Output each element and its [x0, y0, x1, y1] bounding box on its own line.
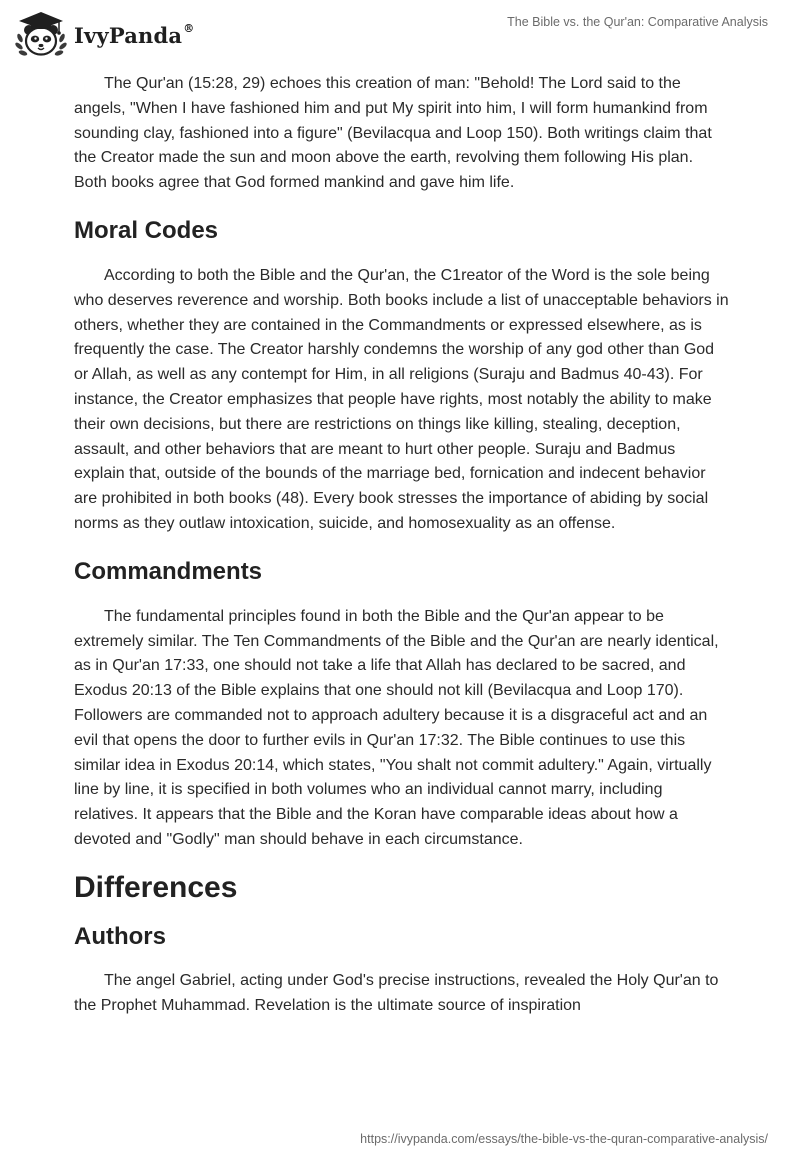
- article-body: [74, 72, 730, 1018]
- commandments-paragraph: The fundamental principles found in both the Bible and the Qur'an appear to be extremely similar. The Ten Commandments of the Bible and the Qur'an are nearly identical, as in Qur'an 17:33, one should not take a life that Allah has declared to be sacred, and Exodus 20:13 of the Bible explains that one should not kill (Bevilacqua and Loop 170). Followers are commanded not to approach adultery because it is a disgraceful act and an evil that opens the door to further evils in Qur'an 17:32. The Bible continues to use this similar idea in Exodus 20:14, which states, "You shalt not commit adultery." Again, virtually line by line, it is specified in both volumes who an individual cannot marry, including relatives. It appears that the Bible and the Koran have comparable ideas about how a devoted and "Godly" man should behave in each circumstance.: [74, 607, 719, 848]
- registered-mark: ®: [183, 21, 195, 35]
- brand-name: [74, 23, 194, 48]
- document-title: The Bible vs. the Qur'an: Comparative Analysis: [507, 15, 768, 29]
- commandments-heading: Commandments: [74, 557, 263, 585]
- differences-heading: Differences: [74, 870, 238, 904]
- moral-codes-heading: Moral Codes: [74, 216, 219, 244]
- ivypanda-logo[interactable]: [14, 8, 194, 60]
- moral-codes-paragraph: According to both the Bible and the Qur'an, the C1reator of the Word is the sole being who deserves reverence and worship. Both books include a list of unacceptable behaviors in others, whether they are contained in the Commandments or expressed elsewhere, as is frequently the case. The Creator harshly condemns the worship of any god other than God or Allah, as well as any contempt for Him, in all religions (Suraju and Badmus 40-43). For instance, the Creator emphasizes that people have rights, most notably the ability to make their own decisions, but there are restrictions on things like killing, stealing, deception, assault, and other behaviors that are meant to hurt other people. Suraju and Badmus explain that, outside of the bounds of the marriage bed, fornication and indecent behavior are prohibited in both books (48). Every book stresses the importance of abiding by social norms as they outlaw intoxication, suicide, and homosexuality as an offense.: [74, 266, 729, 532]
- intro-paragraph: The Qur'an (15:28, 29) echoes this creation of man: "Behold! The Lord said to the angels, "When I have fashioned him and put My spirit into him, I will form humankind from sounding clay, fashioned into a figure" (Bevilacqua and Loop 150). Both writings claim that the Creator made the sun and moon above the earth, revolving them following His plan. Both books agree that God formed mankind and gave him life.: [74, 75, 712, 192]
- panda-graduation-cap-icon: [14, 8, 68, 60]
- authors-paragraph: The angel Gabriel, acting under God's precise instructions, revealed the Holy Qur'an to the Prophet Muhammad. Revelation is the ultimate source of inspiration: [74, 971, 719, 1014]
- authors-heading: Authors: [74, 922, 166, 950]
- brand-label: IvyPanda: [74, 22, 183, 48]
- page-header: [0, 0, 800, 70]
- source-url[interactable]: https://ivypanda.com/essays/the-bible-vs-the-quran-comparative-analysis/: [360, 1132, 768, 1146]
